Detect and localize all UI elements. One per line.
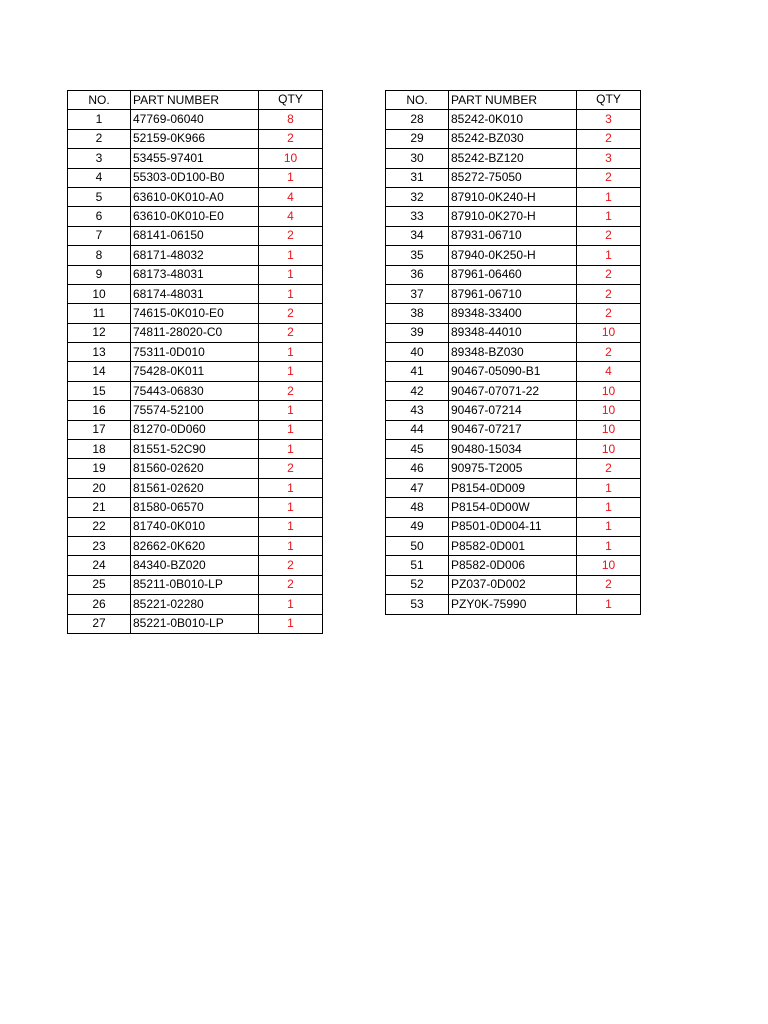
header-no: NO.	[386, 91, 449, 110]
row-qty: 2	[577, 459, 641, 478]
table-row	[68, 207, 323, 226]
row-part-number: 68174-48031	[131, 284, 259, 303]
row-part-number: 85242-BZ030	[449, 129, 577, 148]
row-no: 34	[386, 226, 449, 245]
row-qty: 2	[577, 129, 641, 148]
row-part-number: 47769-06040	[131, 110, 259, 129]
table-row	[68, 536, 323, 555]
row-part-number: PZY0K-75990	[449, 595, 577, 614]
table-row	[68, 556, 323, 575]
parts-table-left	[67, 90, 323, 634]
row-no: 16	[68, 401, 131, 420]
table-row	[68, 284, 323, 303]
row-qty: 1	[259, 362, 323, 381]
row-qty: 2	[259, 323, 323, 342]
table-row	[68, 420, 323, 439]
row-qty: 4	[577, 362, 641, 381]
row-no: 43	[386, 401, 449, 420]
row-no: 7	[68, 226, 131, 245]
row-part-number: 90467-07071-22	[449, 381, 577, 400]
row-qty: 1	[577, 207, 641, 226]
row-no: 6	[68, 207, 131, 226]
header-row	[68, 91, 323, 110]
header-part-number: PART NUMBER	[449, 91, 577, 110]
row-part-number: 90467-07217	[449, 420, 577, 439]
row-part-number: P8582-0D006	[449, 556, 577, 575]
row-part-number: 75428-0K011	[131, 362, 259, 381]
header-qty: QTY	[259, 91, 323, 110]
row-qty: 2	[259, 129, 323, 148]
row-qty: 2	[259, 459, 323, 478]
table-row	[68, 478, 323, 497]
row-qty: 1	[577, 498, 641, 517]
row-no: 27	[68, 614, 131, 633]
row-qty: 1	[259, 168, 323, 187]
table-row	[68, 498, 323, 517]
row-part-number: 87931-06710	[449, 226, 577, 245]
table-row	[386, 246, 641, 265]
row-no: 24	[68, 556, 131, 575]
row-qty: 1	[577, 187, 641, 206]
row-no: 44	[386, 420, 449, 439]
row-no: 47	[386, 478, 449, 497]
table-row	[68, 614, 323, 633]
row-qty: 1	[259, 401, 323, 420]
row-part-number: 81580-06570	[131, 498, 259, 517]
row-qty: 2	[577, 226, 641, 245]
row-no: 2	[68, 129, 131, 148]
row-qty: 1	[259, 420, 323, 439]
row-qty: 1	[259, 478, 323, 497]
row-qty: 10	[577, 401, 641, 420]
row-no: 18	[68, 440, 131, 459]
table-row	[386, 362, 641, 381]
table-row	[68, 129, 323, 148]
row-part-number: PZ037-0D002	[449, 575, 577, 594]
row-no: 48	[386, 498, 449, 517]
row-no: 10	[68, 284, 131, 303]
row-part-number: 81560-02620	[131, 459, 259, 478]
row-part-number: P8501-0D004-11	[449, 517, 577, 536]
table-row	[386, 401, 641, 420]
row-part-number: 74615-0K010-E0	[131, 304, 259, 323]
table-row	[386, 498, 641, 517]
row-part-number: 90975-T2005	[449, 459, 577, 478]
table-row	[386, 129, 641, 148]
parts-table-right	[385, 90, 641, 615]
table-row	[386, 323, 641, 342]
row-part-number: 87961-06460	[449, 265, 577, 284]
row-no: 13	[68, 343, 131, 362]
row-no: 52	[386, 575, 449, 594]
row-qty: 2	[259, 575, 323, 594]
row-part-number: 85221-02280	[131, 595, 259, 614]
row-qty: 1	[577, 517, 641, 536]
table-row	[68, 401, 323, 420]
header-part-number: PART NUMBER	[131, 91, 259, 110]
row-qty: 2	[577, 575, 641, 594]
row-no: 38	[386, 304, 449, 323]
row-part-number: 68171-48032	[131, 246, 259, 265]
row-part-number: 63610-0K010-E0	[131, 207, 259, 226]
table-row	[68, 517, 323, 536]
row-no: 9	[68, 265, 131, 284]
row-qty: 2	[577, 284, 641, 303]
row-qty: 2	[259, 556, 323, 575]
row-no: 35	[386, 246, 449, 265]
row-qty: 1	[259, 536, 323, 555]
row-qty: 1	[259, 246, 323, 265]
row-part-number: 87961-06710	[449, 284, 577, 303]
row-no: 42	[386, 381, 449, 400]
row-part-number: 90480-15034	[449, 440, 577, 459]
row-qty: 2	[259, 381, 323, 400]
row-qty: 2	[259, 304, 323, 323]
row-qty: 8	[259, 110, 323, 129]
row-no: 40	[386, 343, 449, 362]
row-part-number: 68141-06150	[131, 226, 259, 245]
row-qty: 1	[259, 265, 323, 284]
row-part-number: 53455-97401	[131, 149, 259, 168]
row-no: 5	[68, 187, 131, 206]
row-part-number: 89348-44010	[449, 323, 577, 342]
table-row	[68, 381, 323, 400]
row-part-number: 85272-75050	[449, 168, 577, 187]
row-no: 26	[68, 595, 131, 614]
row-no: 49	[386, 517, 449, 536]
row-qty: 1	[577, 478, 641, 497]
table-row	[386, 517, 641, 536]
table-row	[386, 187, 641, 206]
table-row	[68, 459, 323, 478]
row-qty: 3	[577, 149, 641, 168]
row-part-number: P8154-0D00W	[449, 498, 577, 517]
table-row	[68, 362, 323, 381]
row-part-number: 75443-06830	[131, 381, 259, 400]
row-qty: 1	[577, 595, 641, 614]
row-qty: 2	[577, 265, 641, 284]
row-qty: 10	[577, 556, 641, 575]
row-no: 31	[386, 168, 449, 187]
table-row	[68, 323, 323, 342]
table-row	[386, 343, 641, 362]
row-qty: 1	[259, 498, 323, 517]
row-no: 1	[68, 110, 131, 129]
row-part-number: 63610-0K010-A0	[131, 187, 259, 206]
row-part-number: 75574-52100	[131, 401, 259, 420]
table-row	[386, 265, 641, 284]
table-row	[386, 168, 641, 187]
row-part-number: 74811-28020-C0	[131, 323, 259, 342]
table-row	[68, 575, 323, 594]
row-no: 29	[386, 129, 449, 148]
row-part-number: 87910-0K270-H	[449, 207, 577, 226]
header-row	[386, 91, 641, 110]
table-row	[68, 304, 323, 323]
table-row	[68, 149, 323, 168]
row-part-number: 85211-0B010-LP	[131, 575, 259, 594]
table-row	[386, 381, 641, 400]
row-no: 11	[68, 304, 131, 323]
row-part-number: 90467-07214	[449, 401, 577, 420]
table-row	[68, 168, 323, 187]
row-qty: 10	[577, 440, 641, 459]
row-qty: 3	[577, 110, 641, 129]
row-no: 14	[68, 362, 131, 381]
row-qty: 2	[259, 226, 323, 245]
table-row	[386, 304, 641, 323]
row-part-number: 81270-0D060	[131, 420, 259, 439]
row-no: 46	[386, 459, 449, 478]
row-qty: 2	[577, 304, 641, 323]
table-row	[386, 536, 641, 555]
table-row	[68, 265, 323, 284]
row-no: 3	[68, 149, 131, 168]
row-part-number: 85221-0B010-LP	[131, 614, 259, 633]
row-qty: 10	[577, 420, 641, 439]
table-row	[386, 556, 641, 575]
row-no: 15	[68, 381, 131, 400]
row-qty: 1	[259, 517, 323, 536]
row-qty: 1	[259, 440, 323, 459]
row-qty: 2	[577, 168, 641, 187]
table-row	[386, 110, 641, 129]
table-row	[68, 595, 323, 614]
row-part-number: 81561-02620	[131, 478, 259, 497]
row-part-number: 75311-0D010	[131, 343, 259, 362]
row-part-number: 81551-52C90	[131, 440, 259, 459]
row-qty: 1	[259, 284, 323, 303]
row-part-number: 87940-0K250-H	[449, 246, 577, 265]
row-no: 28	[386, 110, 449, 129]
row-no: 20	[68, 478, 131, 497]
table-row	[386, 207, 641, 226]
row-qty: 1	[259, 343, 323, 362]
row-no: 17	[68, 420, 131, 439]
row-part-number: 81740-0K010	[131, 517, 259, 536]
row-no: 22	[68, 517, 131, 536]
row-no: 39	[386, 323, 449, 342]
row-qty: 1	[259, 614, 323, 633]
table-row	[386, 575, 641, 594]
row-no: 41	[386, 362, 449, 381]
table-row	[68, 110, 323, 129]
table-row	[386, 420, 641, 439]
row-qty: 10	[577, 381, 641, 400]
table-row	[386, 440, 641, 459]
table-row	[68, 440, 323, 459]
row-qty: 10	[259, 149, 323, 168]
row-qty: 1	[259, 595, 323, 614]
row-no: 33	[386, 207, 449, 226]
row-qty: 4	[259, 207, 323, 226]
table-row	[386, 149, 641, 168]
row-no: 12	[68, 323, 131, 342]
row-no: 8	[68, 246, 131, 265]
row-part-number: 89348-33400	[449, 304, 577, 323]
row-qty: 2	[577, 343, 641, 362]
row-no: 21	[68, 498, 131, 517]
row-no: 25	[68, 575, 131, 594]
table-row	[68, 187, 323, 206]
table-row	[68, 246, 323, 265]
row-part-number: P8154-0D009	[449, 478, 577, 497]
row-qty: 10	[577, 323, 641, 342]
row-no: 4	[68, 168, 131, 187]
row-part-number: 68173-48031	[131, 265, 259, 284]
row-part-number: 55303-0D100-B0	[131, 168, 259, 187]
table-row	[68, 343, 323, 362]
row-part-number: 90467-05090-B1	[449, 362, 577, 381]
table-row	[386, 478, 641, 497]
row-part-number: 87910-0K240-H	[449, 187, 577, 206]
row-no: 23	[68, 536, 131, 555]
row-qty: 1	[577, 246, 641, 265]
row-no: 53	[386, 595, 449, 614]
row-no: 32	[386, 187, 449, 206]
row-part-number: 84340-BZ020	[131, 556, 259, 575]
row-part-number: P8582-0D001	[449, 536, 577, 555]
header-qty: QTY	[577, 91, 641, 110]
row-part-number: 85242-BZ120	[449, 149, 577, 168]
row-no: 36	[386, 265, 449, 284]
table-row	[386, 595, 641, 614]
row-no: 19	[68, 459, 131, 478]
row-no: 30	[386, 149, 449, 168]
row-part-number: 89348-BZ030	[449, 343, 577, 362]
table-row	[386, 459, 641, 478]
row-qty: 1	[577, 536, 641, 555]
row-no: 51	[386, 556, 449, 575]
row-part-number: 85242-0K010	[449, 110, 577, 129]
table-row	[386, 226, 641, 245]
row-part-number: 82662-0K620	[131, 536, 259, 555]
row-qty: 4	[259, 187, 323, 206]
header-no: NO.	[68, 91, 131, 110]
row-part-number: 52159-0K966	[131, 129, 259, 148]
table-row	[68, 226, 323, 245]
row-no: 50	[386, 536, 449, 555]
row-no: 45	[386, 440, 449, 459]
row-no: 37	[386, 284, 449, 303]
table-row	[386, 284, 641, 303]
